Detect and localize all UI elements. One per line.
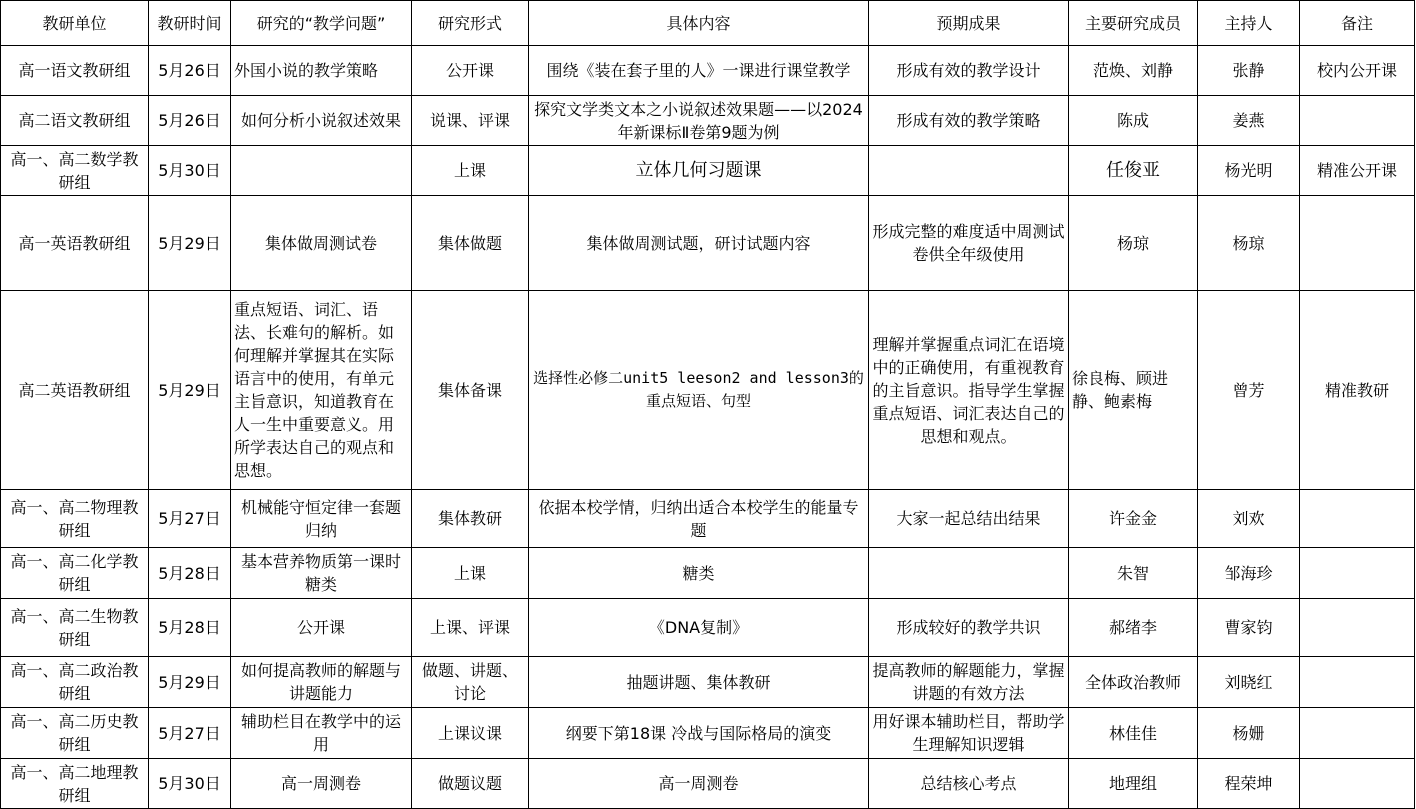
table-row <box>1 548 1415 599</box>
cell-content: 抽题讲题、集体教研 <box>529 657 869 708</box>
cell-form: 说课、评课 <box>412 96 529 146</box>
cell-host: 姜燕 <box>1198 96 1300 146</box>
cell-outcome: 理解并掌握重点词汇在语境中的正确使用，有重视教育的主旨意识。指导学生掌握重点短语、词汇表达自己的思想和观点。 <box>869 291 1069 490</box>
table-row <box>1 708 1415 759</box>
cell-outcome: 用好课本辅助栏目，帮助学生理解知识逻辑 <box>869 708 1069 759</box>
header-outcome: 预期成果 <box>869 1 1069 46</box>
cell-note <box>1300 490 1415 548</box>
cell-unit: 高一、高二地理教研组 <box>1 759 149 809</box>
header-form: 研究形式 <box>412 1 529 46</box>
cell-outcome: 形成较好的教学共识 <box>869 599 1069 657</box>
cell-note <box>1300 657 1415 708</box>
header-date: 教研时间 <box>149 1 231 46</box>
cell-content: 选择性必修二unit5 leeson2 and lesson3的重点短语、句型 <box>529 291 869 490</box>
cell-date: 5月30日 <box>149 146 231 196</box>
header-problem: 研究的“教学问题” <box>231 1 412 46</box>
table-row <box>1 96 1415 146</box>
cell-members: 朱智 <box>1069 548 1198 599</box>
cell-note <box>1300 708 1415 759</box>
cell-content: 高一周测卷 <box>529 759 869 809</box>
cell-form: 集体备课 <box>412 291 529 490</box>
header-members: 主要研究成员 <box>1069 1 1198 46</box>
header-row <box>1 1 1415 46</box>
cell-host: 程荣坤 <box>1198 759 1300 809</box>
cell-host: 邹海珍 <box>1198 548 1300 599</box>
cell-outcome <box>869 548 1069 599</box>
cell-members: 林佳佳 <box>1069 708 1198 759</box>
cell-date: 5月29日 <box>149 291 231 490</box>
cell-outcome: 大家一起总结出结果 <box>869 490 1069 548</box>
cell-host: 曾芳 <box>1198 291 1300 490</box>
cell-host: 刘欢 <box>1198 490 1300 548</box>
cell-outcome: 提高教师的解题能力，掌握讲题的有效方法 <box>869 657 1069 708</box>
cell-problem: 集体做周测试卷 <box>231 196 412 291</box>
cell-problem: 辅助栏目在教学中的运用 <box>231 708 412 759</box>
cell-unit: 高二语文教研组 <box>1 96 149 146</box>
cell-date: 5月26日 <box>149 96 231 146</box>
cell-problem: 如何提高教师的解题与讲题能力 <box>231 657 412 708</box>
cell-members: 徐良梅、顾进静、鲍素梅 <box>1069 291 1198 490</box>
cell-date: 5月28日 <box>149 548 231 599</box>
cell-form: 上课 <box>412 548 529 599</box>
cell-content: 纲要下第18课 冷战与国际格局的演变 <box>529 708 869 759</box>
cell-note <box>1300 96 1415 146</box>
cell-content: 围绕《装在套子里的人》一课进行课堂教学 <box>529 46 869 96</box>
cell-content: 依据本校学情，归纳出适合本校学生的能量专题 <box>529 490 869 548</box>
cell-unit: 高一、高二物理教研组 <box>1 490 149 548</box>
cell-form: 上课、评课 <box>412 599 529 657</box>
header-note: 备注 <box>1300 1 1415 46</box>
cell-host: 张静 <box>1198 46 1300 96</box>
cell-host: 刘晓红 <box>1198 657 1300 708</box>
cell-form: 集体教研 <box>412 490 529 548</box>
cell-outcome: 形成有效的教学策略 <box>869 96 1069 146</box>
cell-unit: 高一、高二化学教研组 <box>1 548 149 599</box>
cell-date: 5月29日 <box>149 196 231 291</box>
header-host: 主持人 <box>1198 1 1300 46</box>
cell-outcome: 总结核心考点 <box>869 759 1069 809</box>
cell-note <box>1300 548 1415 599</box>
cell-form: 上课 <box>412 146 529 196</box>
cell-members: 全体政治教师 <box>1069 657 1198 708</box>
cell-content: 探究文学类文本之小说叙述效果题——以2024年新课标Ⅱ卷第9题为例 <box>529 96 869 146</box>
cell-outcome: 形成完整的难度适中周测试卷供全年级使用 <box>869 196 1069 291</box>
cell-form: 集体做题 <box>412 196 529 291</box>
cell-note <box>1300 599 1415 657</box>
cell-note <box>1300 759 1415 809</box>
cell-date: 5月26日 <box>149 46 231 96</box>
cell-host: 杨光明 <box>1198 146 1300 196</box>
cell-date: 5月30日 <box>149 759 231 809</box>
cell-members: 地理组 <box>1069 759 1198 809</box>
cell-members: 杨琼 <box>1069 196 1198 291</box>
cell-problem <box>231 146 412 196</box>
cell-host: 曹家钧 <box>1198 599 1300 657</box>
cell-problem: 重点短语、词汇、语法、长难句的解析。如何理解并掌握其在实际语言中的使用，有单元主旨意识，知道教育在人一生中重要意义。用所学表达自己的观点和思想。 <box>231 291 412 490</box>
cell-problem: 高一周测卷 <box>231 759 412 809</box>
cell-problem: 机械能守恒定律一套题归纳 <box>231 490 412 548</box>
table-row <box>1 759 1415 809</box>
cell-host: 杨姗 <box>1198 708 1300 759</box>
cell-unit: 高一语文教研组 <box>1 46 149 96</box>
table-row <box>1 196 1415 291</box>
cell-problem: 外国小说的教学策略 <box>231 46 412 96</box>
cell-problem: 如何分析小说叙述效果 <box>231 96 412 146</box>
cell-content: 《DNA复制》 <box>529 599 869 657</box>
cell-note <box>1300 196 1415 291</box>
cell-unit: 高一英语教研组 <box>1 196 149 291</box>
cell-form: 上课议课 <box>412 708 529 759</box>
cell-members: 陈成 <box>1069 96 1198 146</box>
cell-content: 糖类 <box>529 548 869 599</box>
table-row <box>1 46 1415 96</box>
cell-date: 5月27日 <box>149 708 231 759</box>
table-row <box>1 599 1415 657</box>
cell-unit: 高一、高二政治教研组 <box>1 657 149 708</box>
cell-members: 郝绪李 <box>1069 599 1198 657</box>
cell-date: 5月27日 <box>149 490 231 548</box>
cell-problem: 公开课 <box>231 599 412 657</box>
cell-outcome <box>869 146 1069 196</box>
cell-outcome: 形成有效的教学设计 <box>869 46 1069 96</box>
cell-form: 做题、讲题、讨论 <box>412 657 529 708</box>
table-row <box>1 657 1415 708</box>
cell-note: 精准教研 <box>1300 291 1415 490</box>
cell-members: 范焕、刘静 <box>1069 46 1198 96</box>
cell-unit: 高一、高二历史教研组 <box>1 708 149 759</box>
cell-date: 5月29日 <box>149 657 231 708</box>
cell-unit: 高一、高二生物教研组 <box>1 599 149 657</box>
cell-host: 杨琼 <box>1198 196 1300 291</box>
cell-members: 许金金 <box>1069 490 1198 548</box>
table-row <box>1 146 1415 196</box>
cell-note: 校内公开课 <box>1300 46 1415 96</box>
cell-members: 任俊亚 <box>1069 146 1198 196</box>
header-unit: 教研单位 <box>1 1 149 46</box>
cell-date: 5月28日 <box>149 599 231 657</box>
table-row <box>1 291 1415 490</box>
table-row <box>1 490 1415 548</box>
cell-form: 做题议题 <box>412 759 529 809</box>
header-content: 具体内容 <box>529 1 869 46</box>
cell-content: 立体几何习题课 <box>529 146 869 196</box>
cell-unit: 高一、高二数学教研组 <box>1 146 149 196</box>
cell-problem: 基本营养物质第一课时糖类 <box>231 548 412 599</box>
cell-unit: 高二英语教研组 <box>1 291 149 490</box>
cell-content: 集体做周测试题，研讨试题内容 <box>529 196 869 291</box>
cell-form: 公开课 <box>412 46 529 96</box>
cell-note: 精准公开课 <box>1300 146 1415 196</box>
